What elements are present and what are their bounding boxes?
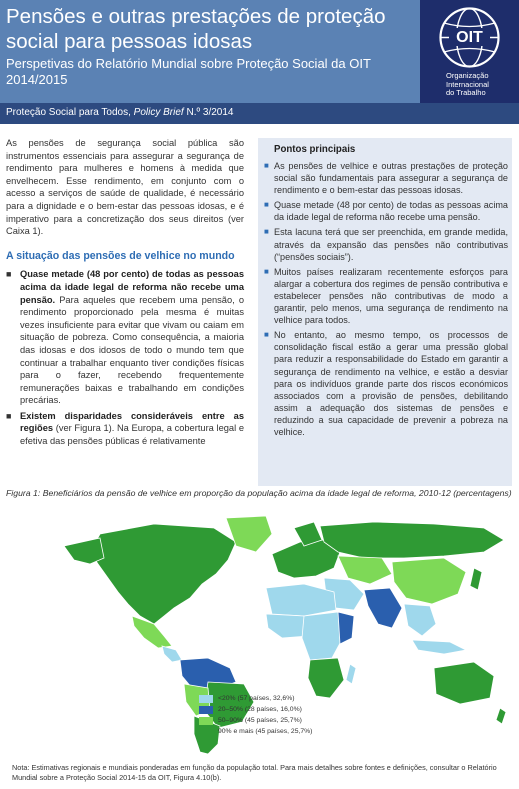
bullet-icon: ■ (264, 161, 269, 170)
map-australia (434, 662, 494, 704)
key-points-box (258, 138, 512, 486)
bullet-icon: ■ (264, 200, 269, 210)
list-item: ■ No entanto, ao mesmo tempo, os processos de consolidação fiscal estão a gerar uma pressão global para reduzir a responsabilidade do Estado em garantir a segurança de rendimento na velhice, e estão a desviar para os indivíduos grande parte dos riscos económicos associados com a provisão de pensões, debilitando assim a adequação dos sistemas de pensões e reduzindo a sua capacidade de prevenir a pobreza na velhice. (264, 330, 508, 437)
legend-item: <20% (57 países, 32,6%) (199, 693, 312, 704)
legend-swatch (199, 706, 213, 714)
legend-swatch (199, 717, 213, 725)
series-label: Proteção Social para Todos, Policy Brief N.º 3/2014 (6, 107, 234, 118)
figure-note: Nota: Estimativas regionais e mundiais ponderadas em função da população total. Para mais detalhes sobre fontes e definições, consultar o Relatório Mundial sobre a Proteção Social 2014-15 da OIT, Figura 4.10(b). (12, 763, 497, 782)
map-north-america (90, 524, 236, 624)
map-china (392, 558, 466, 604)
page-subtitle: Perspetivas do Relatório Mundial sobre Proteção Social da OIT 2014/2015 (6, 56, 371, 87)
series-band (0, 103, 519, 124)
section-heading: A situação das pensões de velhice no mundo (6, 249, 235, 262)
legend-item: 20–50% (28 países, 16,0%) (199, 704, 312, 715)
page-title: Pensões e outras prestações de proteção social para pessoas idosas (6, 5, 386, 53)
bullet-icon: ■ (6, 410, 12, 421)
list-item: ■ As pensões de velhice e outras prestações de proteção social são fundamentais para assegurar a segurança de rendimento e o bem-estar das pessoas idosas. (264, 161, 508, 196)
map-southeast-asia (404, 604, 436, 636)
map-madagascar (346, 664, 356, 684)
ilo-logo-block (420, 0, 519, 103)
list-item: ■ Quase metade (48 por cento) de todas as pessoas acima da idade legal de reforma não recebe uma pensão. Para aqueles que recebem uma pensão, o rendimento proporcionado pela mesma é muitas vezes insuficiente para evitar que vivam ou caiam em situação de pobreza. Como consequência, a maioria das idosas e dos idosos de todo o mundo tem que continuar a trabalhar enquanto tiver condições físicas para o fazer, recebendo frequentemente remunerações baixas e trabalhando em condições precárias. (6, 269, 244, 406)
org-name: Organização Internacional do Trabalho (446, 71, 489, 97)
intro-paragraph: As pensões de segurança social pública são instrumentos essenciais para assegurar a segurança de rendimento para mulheres e homens à medida que envelhecem. Esse rendimento, em conjunto com o acesso a serviços de saúde de qualidade, é necessário para a dignidade e o bem-estar das pessoas idosas, e é imperativo para a concretização dos seus direitos (ver Caixa 1). (6, 138, 244, 237)
legend-swatch (199, 728, 213, 736)
legend-swatch (199, 695, 213, 703)
map-russia (320, 522, 504, 558)
map-indonesia (412, 640, 466, 654)
map-west-africa (266, 614, 308, 638)
left-column (6, 137, 244, 451)
key-points-list (264, 160, 508, 441)
bullet-icon: ■ (6, 269, 12, 280)
bullet-icon: ■ (264, 266, 269, 276)
bullet-icon: ■ (264, 227, 269, 237)
ilo-logo-icon (438, 6, 501, 69)
legend-item: 90% e mais (45 países, 25,7%) (199, 726, 312, 737)
map-central-america (162, 646, 182, 662)
map-southern-africa (308, 658, 344, 698)
key-points-heading: Pontos principais (274, 144, 356, 155)
list-item: ■ Existem disparidades consideráveis entre as regiões (ver Figura 1). Na Europa, a cobertura legal e efetiva das pensões públicas é relativamente (6, 410, 244, 447)
map-south-asia (364, 588, 402, 628)
map-east-africa (338, 612, 354, 644)
ilo-logo-text: OIT (456, 29, 483, 46)
map-japan (470, 568, 482, 590)
map-legend (199, 693, 312, 737)
legend-item: 50–90% (45 países, 25,7%) (199, 715, 312, 726)
figure-caption: Figura 1: Beneficiários da pensão de velhice em proporção da população acima da idade legal de reforma, 2010-12 (percentagens) (6, 488, 512, 498)
bullet-icon: ■ (264, 330, 269, 340)
list-item: ■ Muitos países realizaram recentemente esforços para alargar a cobertura dos regimes de pensão contributiva e estabelecer pensões não contributivas de modo a garantir, pelo menos, uma segurança de rendimento na velhice para todos. (264, 266, 508, 326)
list-item: ■ Quase metade (48 por cento) de todas as pessoas acima da idade legal de reforma não recebe uma pensão. (264, 200, 508, 223)
map-new-zealand (496, 708, 506, 724)
map-alaska (64, 538, 104, 564)
header-banner (0, 0, 519, 103)
list-item: ■ Esta lacuna terá que ser preenchida, em grande medida, através da expansão das pensões não contributivas (“pensões sociais”). (264, 227, 508, 262)
